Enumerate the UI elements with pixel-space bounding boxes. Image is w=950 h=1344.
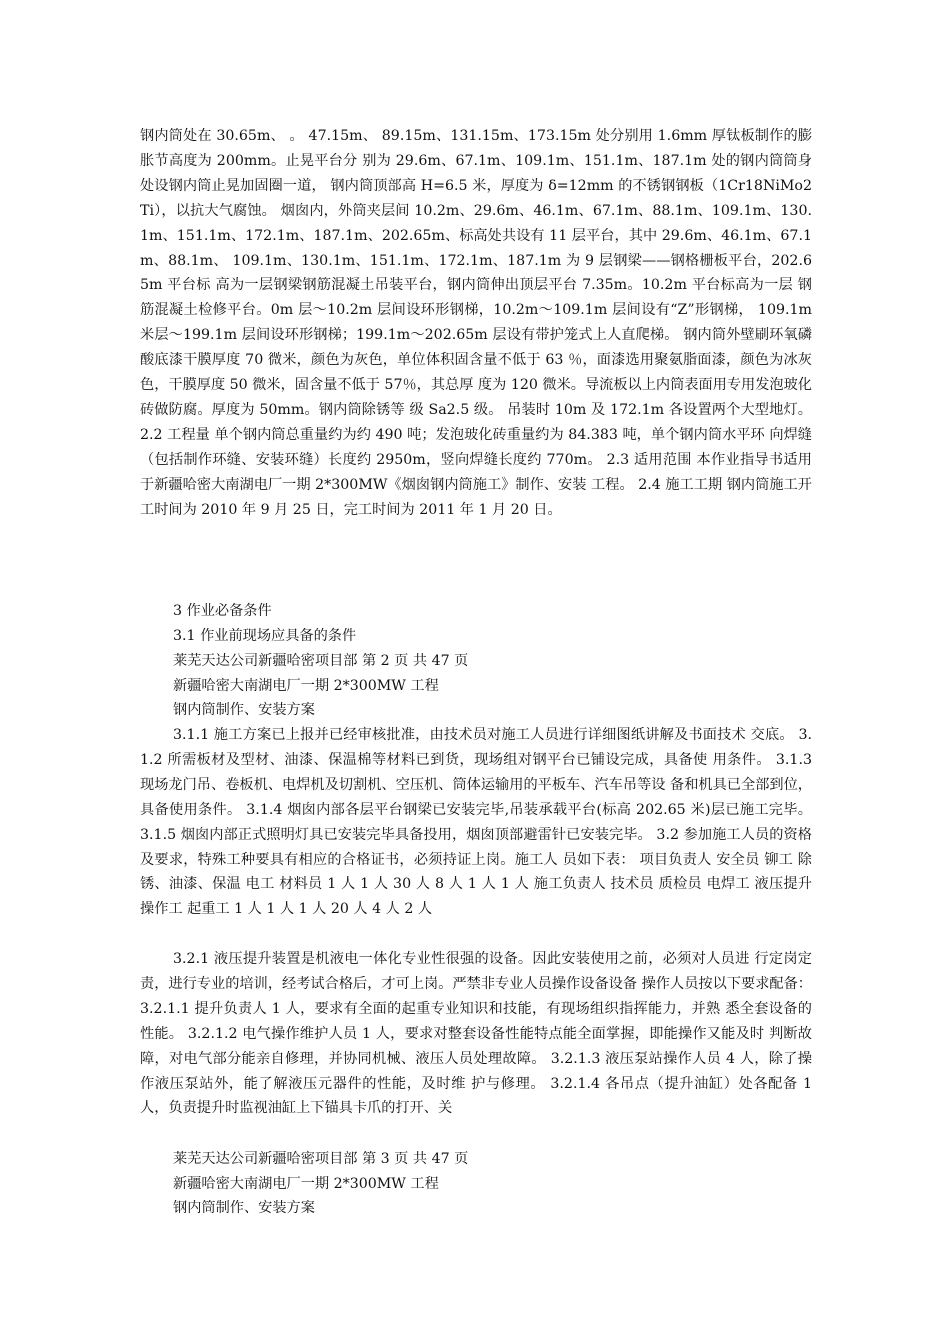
paragraph-site-conditions: 3.1.1 施工方案已上报并已经审核批准，由技术员对施工人员进行详细图纸讲解及书面技术 交底。 3.1.2 所需板材及型材、油漆、保温棉等材料已到货，现场组对钢平台已铺设完成，具备使 用条件。 3.1.3 现场龙门吊、卷板机、电焊机及切割机、空压机、筒体运输用的平板车、汽车吊等设 备和机具已全部到位，具备使用条件。 3.1.4 烟囱内部各层平台钢梁已安装完毕,吊装承载平台(标高 202.65 米)层已施工完毕。 3.1.5 烟囱内部正式照明灯具已安装完毕具备投用，烟囱顶部避雷针已安装完毕。 3.2 参加施工人员的资格及要求，特殊工种要具有相应的合格证书，必须持证上岗。施工人 员如下表： 项目负责人 安全员 铆工 除锈、油漆、保温 电工 材料员 1 人 1 人 30 人 8 人 1 人 1 人 施工负责人 技术员 质检员 电焊工 液压提升操作工 起重工 1 人 1 人 1 人 20 人 4 人 2 人 bbox=[140, 727, 812, 918]
heading-section-3: 3 作业必备条件 bbox=[173, 603, 272, 619]
paragraph-project-overview: 钢内筒处在 30.65m、 。 47.15m、 89.15m、131.15m、173.15m 处分别用 1.6mm 厚钛板制作的膨胀节高度为 200mm。止晃平台分 别为 29.6m、67.1m、109.1m、151.1m、187.1m 处的钢内筒筒身处设钢内筒止晃加固圈一道， 钢内筒顶部高 H=6.5 米，厚度为 δ=12mm 的不锈钢钢板（1Cr18NiMo2Ti），以抗大气腐蚀。 烟囱内，外筒夹层间 10.2m、29.6m、46.1m、67.1m、88.1m、109.1m、130.1m、151.1m、172.1m、187.1m、202.65m、标高处共设有 11 层平台，其中 29.6m、46.1m、67.1m、88.1m、 109.1m、130.1m、151.1m、172.1m、187.1m 为 9 层钢梁——钢格栅板平台，202.65m 平台标 高为一层钢梁钢筋混凝土吊装平台，钢内筒伸出顶层平台 7.35m。10.2m 平台标高为一层 钢筋混凝土检修平台。0m 层～10.2m 层间设环形钢梯，10.2m～109.1m 层间设有“Z”形钢梯， 109.1m 米层～199.1m 层间设环形钢梯；199.1m～202.65m 层设有带护笼式上人直爬梯。 钢内筒外壁刷环氧磷酸底漆干膜厚度 70 微米，颜色为灰色，单位体积固含量不低于 63 ％，面漆选用聚氨脂面漆，颜色为冰灰色，干膜厚度 50 微米，固含量不低于 57％，其总厚 度为 120 微米。导流板以上内筒表面用专用发泡玻化砖做防腐。厚度为 50mm。钢内筒除锈等 级 Sa2.5 级。 吊装时 10m 及 172.1m 各设置两个大型地灯。 2.2 工程量 单个钢内筒总重量约为约 490 吨；发泡玻化砖重量约为 84.383 吨，单个钢内筒水平环 向焊缝（包括制作环缝、安装环缝）长度约 2950m，竖向焊缝长度约 770m。 2.3 适用范围 本作业指导书适用于新疆哈密大南湖电厂一期 2*300MW《烟囱钢内筒施工》制作、安装 工程。 2.4 施工工期 钢内筒施工开工时间为 2010 年 9 月 25 日，完工时间为 2011 年 1 月 20 日。 bbox=[140, 128, 812, 518]
footer-company-page-2: 莱芜天达公司新疆哈密项目部 第 2 页 共 47 页 bbox=[173, 653, 469, 669]
heading-section-3-1: 3.1 作业前现场应具备的条件 bbox=[173, 628, 357, 644]
footer-title-page-2: 钢内筒制作、安装方案 bbox=[173, 702, 315, 718]
footer-company-page-3: 莱芜天达公司新疆哈密项目部 第 3 页 共 47 页 bbox=[173, 1151, 469, 1167]
footer-title-page-3: 钢内筒制作、安装方案 bbox=[173, 1200, 315, 1216]
paragraph-hydraulic-personnel: 3.2.1 液压提升装置是机液电一体化专业性很强的设备。因此安装使用之前，必须对人员进 行定岗定责，进行专业的培训，经考试合格后，才可上岗。严禁非专业人员操作设备设备 操作人员按以下要求配备： 3.2.1.1 提升负责人 1 人，要求有全面的起重专业知识和技能，有现场组织指挥能力，并熟 悉全套设备的性能。 3.2.1.2 电气操作维护人员 1 人，要求对整套设备性能特点能全面掌握，即能操作又能及时 判断故障，对电气部分能亲自修理，并协同机械、液压人员处理故障。 3.2.1.3 液压泵站操作人员 4 人，除了操作液压泵站外，能了解液压元器件的性能，及时维 护与修理。 3.2.1.4 各吊点（提升油缸）处各配备 1 人，负责提升时监视油缸上下锚具卡爪的打开、关 bbox=[140, 951, 812, 1117]
footer-project-page-3: 新疆哈密大南湖电厂一期 2*300MW 工程 bbox=[173, 1176, 439, 1192]
footer-project-page-2: 新疆哈密大南湖电厂一期 2*300MW 工程 bbox=[173, 678, 439, 694]
